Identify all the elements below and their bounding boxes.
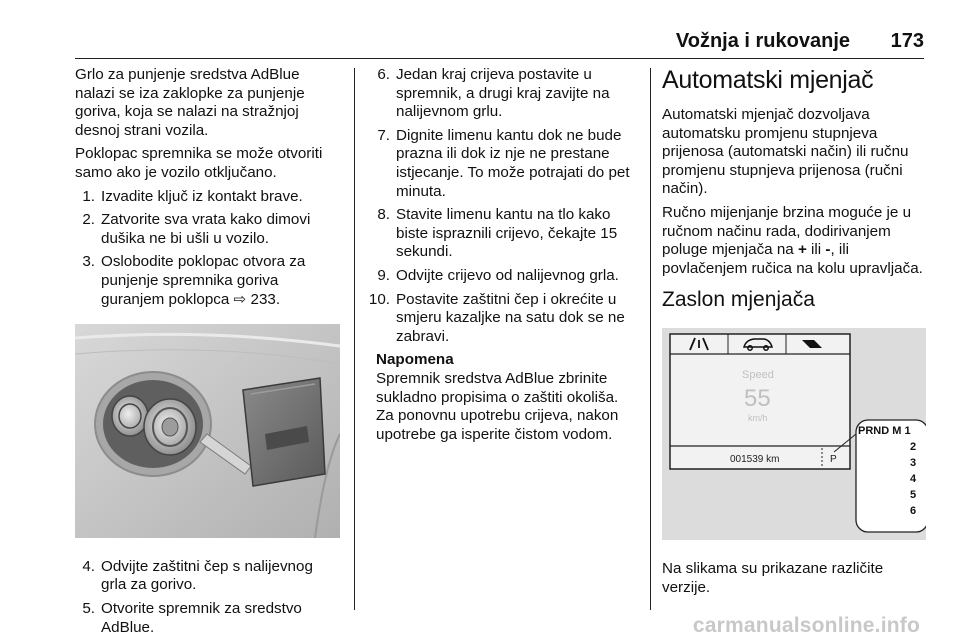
list-item: 2. Zatvorite sva vrata kako dimovi dušika ne bi ušli u vozilo. (82, 211, 311, 247)
section-title: Automatski mjenjač (662, 66, 874, 94)
plus-symbol: + (797, 241, 807, 259)
speed-unit: km/h (748, 413, 768, 424)
fuel-flap-illustration (75, 324, 340, 538)
list-item: 6. Jedan kraj crijeva postavite u spremnik, a drugi kraj zavijte na nalijevnom grlu. (377, 66, 610, 121)
column-3 (662, 66, 926, 602)
gear-number: 6 (910, 505, 917, 518)
column-1 (75, 66, 340, 642)
column-2 (364, 66, 636, 444)
list-item: 10. Postavite zaštitni čep i okrećite u smjeru kazaljke na satu dok se ne zabravi. (368, 290, 625, 345)
gear-display-illustration (662, 328, 926, 540)
chapter-title: Vožnja i rukovanje (675, 30, 850, 52)
minus-symbol: - (825, 241, 831, 259)
list-item: 1. Izvadite ključ iz kontakt brave. (82, 187, 303, 205)
subsection-title: Zaslon mjenjača (662, 288, 815, 312)
page-header (0, 24, 960, 60)
list-item: 4. Odvijte zaštitni čep s nalijevnog grla za gorivo. (82, 557, 313, 594)
page-number: 173 (890, 30, 924, 52)
current-gear: P (830, 454, 837, 466)
gear-sequence: PRND M 1 (858, 425, 911, 438)
speed-label: Speed (742, 369, 774, 382)
list-item: 9. Odvijte crijevo od nalijevnog grla. (377, 266, 619, 284)
paragraph-manual: Ručno mijenjanje brzina moguće je u ručnom načinu rada, dodirivanjem poluge mjenjača na + ili -, ili povlačenjem ručica na kolu upravljača. (662, 203, 923, 277)
gear-number: 5 (910, 489, 917, 502)
list-item: 8. Stavite limenu kantu na tlo kako biste ispraznili crijevo, čekajte 15 sekundi. (377, 206, 618, 261)
header-rule (75, 58, 924, 59)
column-divider-2 (650, 68, 651, 610)
list-item: 7. Dignite limenu kantu dok ne bude prazna ili dok iz nje ne prestane istjecanje. To može potrajati do pet minuta. (377, 126, 630, 200)
paragraph-adblue-location: Grlo za punjenje sredstva AdBlue nalazi se iza zaklopke za punjenje goriva, koja se nalazi na stražnjoj desnoj strani vozila. (75, 66, 305, 139)
speed-value: 55 (744, 385, 771, 413)
steps-list-b (75, 558, 340, 637)
list-item: 5. Otvorite spremnik za sredstvo AdBlue. (82, 599, 302, 636)
gear-number: 2 (910, 441, 917, 454)
gear-number: 4 (910, 473, 917, 486)
list-item: 3. Oslobodite poklopac otvora za punjenje spremnika goriva guranjem poklopca ⇨ 233. (82, 253, 306, 308)
watermark: carmanualsonline.info (692, 614, 920, 637)
steps-list-c (364, 66, 636, 346)
odometer-value: 001539 km (730, 454, 780, 466)
note-label: Napomena (376, 351, 454, 369)
steps-list-a (75, 188, 340, 310)
gear-number: 3 (910, 457, 917, 470)
note-block (376, 351, 636, 444)
paragraph-automatic: Automatski mjenjač dozvoljava automatsku promjenu stupnjeva prijenosa (automatski način) ili ručnu promjenu stupnjeva prijenosa (ručni način). (662, 106, 909, 198)
column-divider-1 (354, 68, 355, 610)
note-text: Spremnik sredstva AdBlue zbrinite sukladno propisima o zaštiti okoliša. Za ponovnu upotrebu crijeva, nakon upotrebe ga isperite čistom vodom. (376, 369, 619, 443)
figure-caption: Na slikama su prikazane različite verzije. (662, 559, 884, 596)
paragraph-unlock: Poklopac spremnika se može otvoriti samo ako je vozilo otključano. (75, 145, 323, 181)
